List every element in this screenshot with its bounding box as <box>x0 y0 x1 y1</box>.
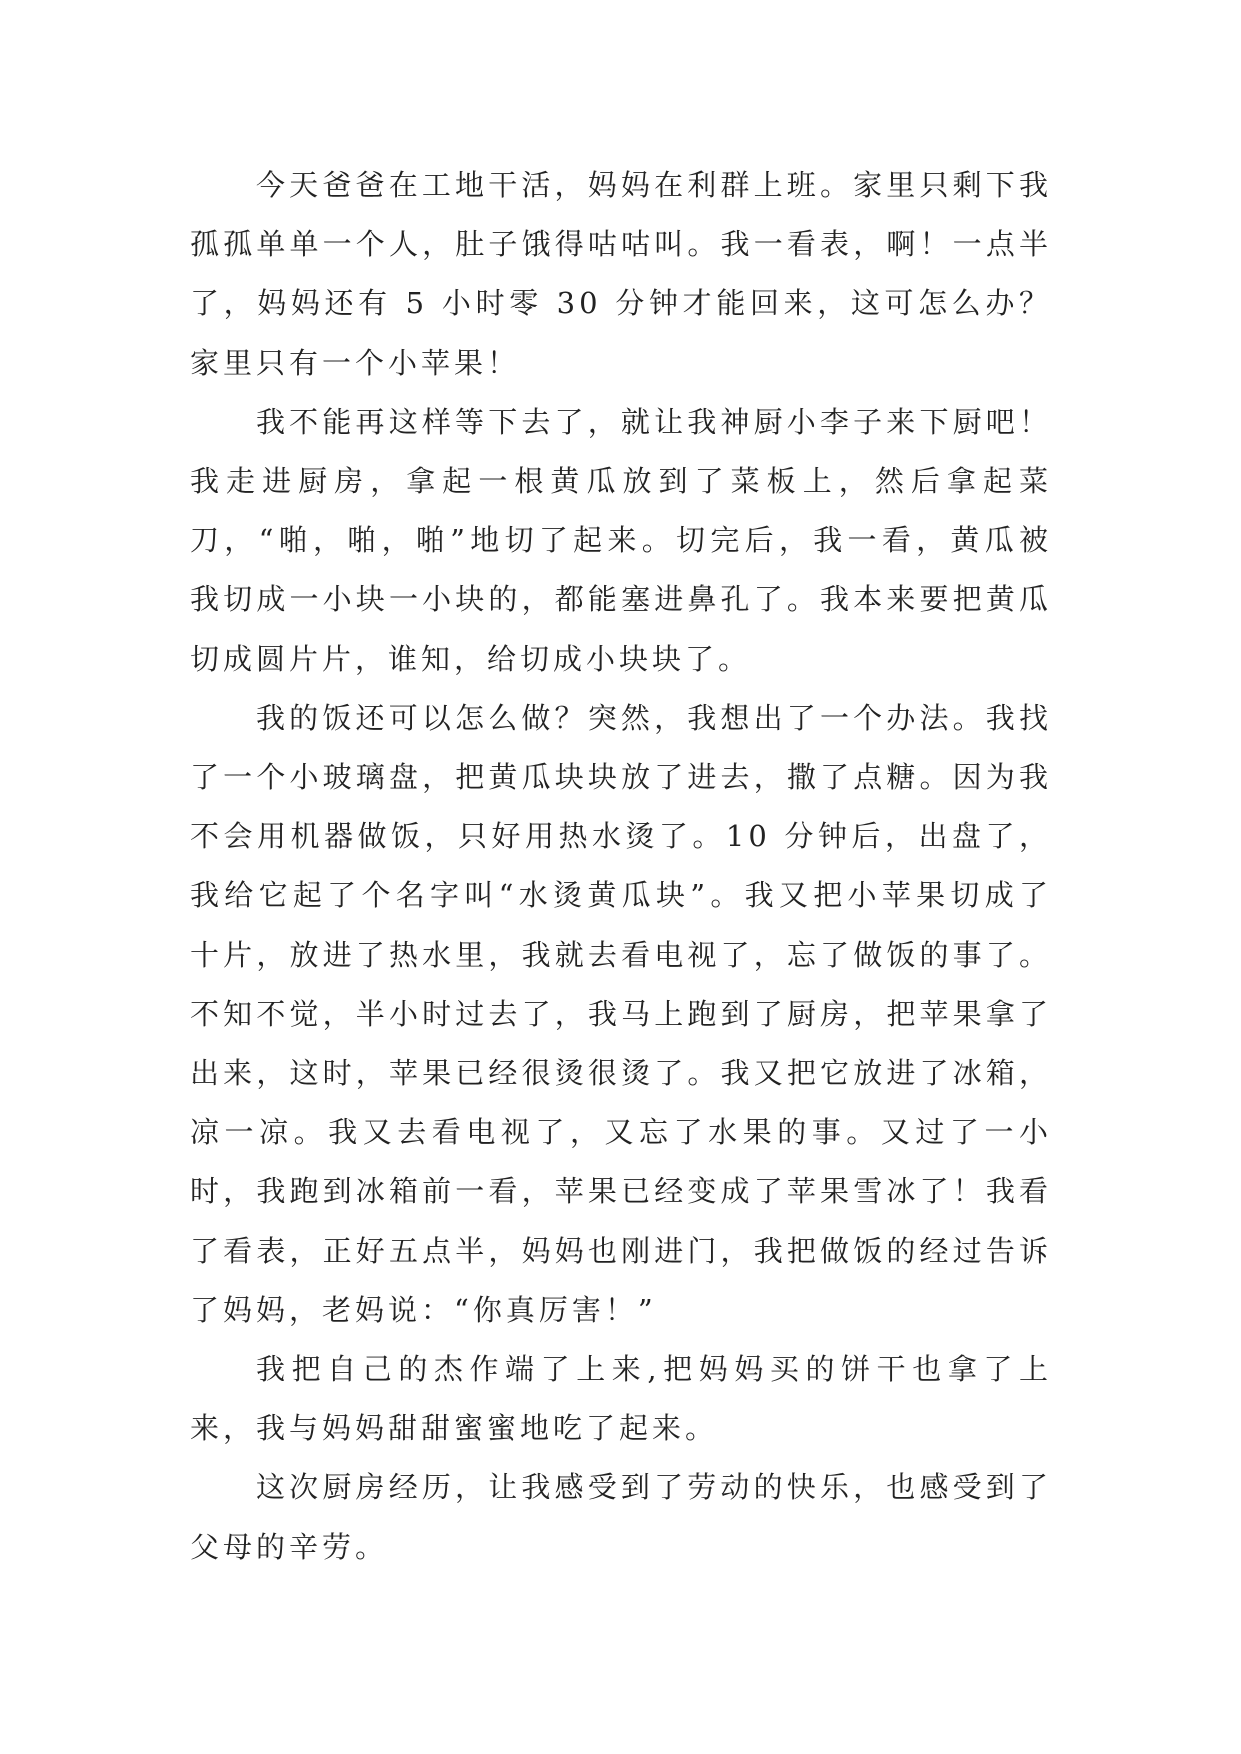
paragraph-1: 今天爸爸在工地干活，妈妈在利群上班。家里只剩下我孤孤单单一个人，肚子饿得咕咕叫。我一看表，啊！一点半了，妈妈还有 5 小时零 30 分钟才能回来，这可怎么办？家里只有一个小苹果！ <box>190 168 1052 380</box>
essay-body <box>190 156 1052 1577</box>
paragraph-4: 我把自己的杰作端了上来,把妈妈买的饼干也拿了上来，我与妈妈甜甜蜜蜜地吃了起来。 <box>190 1352 1052 1446</box>
paragraph-5: 这次厨房经历，让我感受到了劳动的快乐，也感受到了父母的辛劳。 <box>190 1470 1052 1564</box>
paragraph-2: 我不能再这样等下去了，就让我神厨小李子来下厨吧！我走进厨房，拿起一根黄瓜放到了菜板上，然后拿起菜刀，“啪，啪，啪”地切了起来。切完后，我一看，黄瓜被我切成一小块一小块的，都能塞进鼻孔了。我本来要把黄瓜切成圆片片，谁知，给切成小块块了。 <box>190 404 1052 676</box>
paragraph-3: 我的饭还可以怎么做？突然，我想出了一个办法。我找了一个小玻璃盘，把黄瓜块块放了进去，撒了点糖。因为我不会用机器做饭，只好用热水烫了。10 分钟后，出盘了，我给它起了个名字叫“水烫黄瓜块”。我又把小苹果切成了十片，放进了热水里，我就去看电视了，忘了做饭的事了。不知不觉，半小时过去了，我马上跑到了厨房，把苹果拿了出来，这时，苹果已经很烫很烫了。我又把它放进了冰箱，凉一凉。我又去看电视了，又忘了水果的事。又过了一小时，我跑到冰箱前一看，苹果已经变成了苹果雪冰了！我看了看表，正好五点半，妈妈也刚进门，我把做饭的经过告诉了妈妈，老妈说：“你真厉害！” <box>190 700 1052 1327</box>
